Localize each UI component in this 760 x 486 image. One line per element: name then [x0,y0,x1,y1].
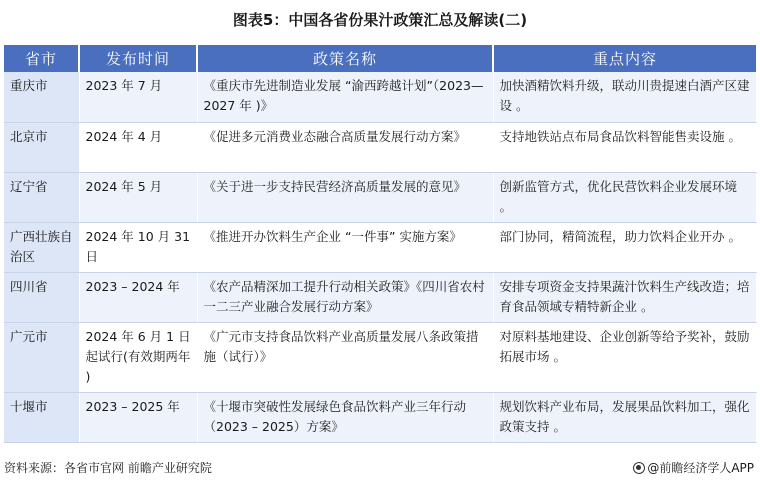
cell-province: 广元市 [4,322,79,392]
header-content: 重点内容 [493,45,756,72]
brand-label: @前瞻经济学人APP [647,461,754,475]
cell-content: 支持地铁站点布局食品饮料智能售卖设施 。 [493,122,756,172]
table-row [4,172,756,222]
table-row [4,72,756,122]
cell-date: 2024 年 5 月 [79,172,197,222]
cell-province: 北京市 [4,122,79,172]
cell-date: 2024 年 10 月 31 日 [79,222,197,272]
cell-date: 2024 年 4 月 [79,122,197,172]
policy-table [4,45,757,443]
cell-province: 广西壮族自治区 [4,222,79,272]
cell-policy: 《十堰市突破性发展绿色食品饮料产业三年行动（2023 – 2025）方案》 [197,392,493,442]
table-header-row [4,45,756,72]
cell-policy: 《广元市支持食品饮料产业高质量发展八条政策措施（试行）》 [197,322,493,392]
table-row [4,322,756,392]
table-row [4,272,756,322]
header-date: 发布时间 [79,45,197,72]
cell-content: 加快酒精饮料升级，联动川贵提速白酒产区建设 。 [493,72,756,122]
cell-policy: 《促进多元消费业态融合高质量发展行动方案》 [197,122,493,172]
cell-date: 2023 年 7 月 [79,72,197,122]
cell-content: 对原料基地建设、企业创新等给予奖补，鼓励拓展市场 。 [493,322,756,392]
cell-content: 部门协同，精简流程，助力饮料企业开办 。 [493,222,756,272]
cell-province: 辽宁省 [4,172,79,222]
cell-content: 创新监管方式，优化民营饮料企业发展环境 。 [493,172,756,222]
header-province: 省市 [4,45,79,72]
table-row [4,392,756,442]
cell-content: 安排专项资金支持果蔬汁饮料生产线改造；培育食品领域专精特新企业 。 [493,272,756,322]
cell-date: 2024 年 6 月 1 日起试行(有效期两年 ) [79,322,197,392]
cell-policy: 《关于进一步支持民营经济高质量发展的意见》 [197,172,493,222]
cell-province: 十堰市 [4,392,79,442]
table-row [4,222,756,272]
cell-date: 2023 – 2024 年 [79,272,197,322]
qianzhan-logo-icon [633,462,645,474]
cell-policy: 《农产品精深加工提升行动相关政策》《四川省农村一二三产业融合发展行动方案》 [197,272,493,322]
source-note: 资料来源：各省市官网 前瞻产业研究院 [4,461,212,475]
cell-policy: 《推进开办饮料生产企业 “一件事” 实施方案》 [197,222,493,272]
cell-content: 规划饮料产业布局，发展果品饮料加工，强化政策支持 。 [493,392,756,442]
brand-credit [633,459,754,476]
cell-province: 四川省 [4,272,79,322]
header-policy: 政策名称 [197,45,493,72]
cell-policy: 《重庆市先进制造业发展 “渝西跨越计划”（2023—2027 年 )》 [197,72,493,122]
cell-date: 2023 – 2025 年 [79,392,197,442]
cell-province: 重庆市 [4,72,79,122]
table-row [4,122,756,172]
page-title: 图表5：中国各省份果汁政策汇总及解读(二) [232,11,528,29]
